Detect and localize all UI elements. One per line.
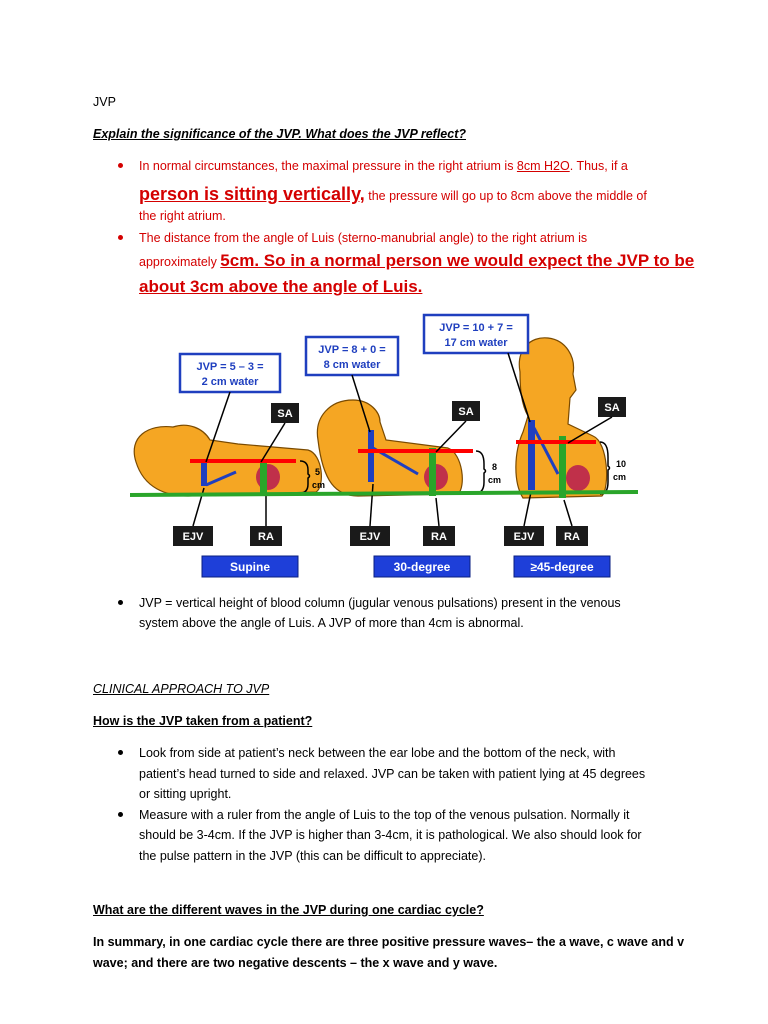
question-how-taken: How is the JVP taken from a patient? xyxy=(93,714,313,728)
bullet-2-line-2 xyxy=(139,249,699,274)
bullet-marker xyxy=(118,235,123,240)
bullet-1-line-3: the right atrium. xyxy=(139,209,226,223)
ra-height-bar xyxy=(260,460,267,495)
clinical-approach-heading: CLINICAL APPROACH TO JVP xyxy=(93,682,270,696)
jvp-result: 17 cm water xyxy=(444,337,508,349)
callout-arrow xyxy=(436,498,439,526)
jvp-position-figure xyxy=(118,312,646,584)
height-value: 10 xyxy=(616,459,627,469)
panel-30-degree xyxy=(306,337,501,577)
bullet-marker xyxy=(118,600,123,605)
emphasis-5cm: 5cm. So in a normal person we would expect the JVP to be xyxy=(220,251,695,270)
position-label: 30-degree xyxy=(393,560,451,574)
sa-label: SA xyxy=(604,402,620,414)
bullet-3-line-2: system above the angle of Luis. A JVP of more than 4cm is abnormal. xyxy=(139,616,524,630)
summary-line-1: In summary, in one cardiac cycle there are three positive pressure waves– the a wave, c wave and v xyxy=(93,935,685,949)
jvp-formula: JVP = 5 – 3 = xyxy=(196,361,264,373)
bullet-marker xyxy=(118,750,123,755)
question-waves: What are the different waves in the JVP during one cardiac cycle? xyxy=(93,903,484,917)
callout-arrow xyxy=(436,421,466,452)
bullet-1-line-1 xyxy=(139,156,679,176)
emphasis-sitting-vertically: person is sitting vertically, xyxy=(139,184,365,204)
bullet-3-line-1: JVP = vertical height of blood column (jugular venous pulsations) present in the venous xyxy=(139,596,621,610)
bullet-4-line-2: patient’s head turned to side and relaxed. JVP can be taken with patient lying at 45 degrees xyxy=(139,767,646,781)
bullet-4-line-1: Look from side at patient’s neck between the ear lobe and the bottom of the neck, with xyxy=(139,746,616,760)
ra-height-bar xyxy=(559,436,566,498)
heart-shape xyxy=(566,465,590,491)
position-label: Supine xyxy=(229,560,271,574)
height-value: 8 xyxy=(492,462,498,472)
text-run: the pressure will go up to 8cm above the middle of xyxy=(364,189,647,203)
height-unit: cm xyxy=(613,472,627,482)
bullet-1-line-2 xyxy=(139,181,689,209)
sa-label: SA xyxy=(458,406,474,418)
bullet-2-line-1: The distance from the angle of Luis (sterno-manubrial angle) to the right atrium is xyxy=(139,231,588,245)
position-label: ≥45-degree xyxy=(530,560,594,574)
heading-jvp: JVP xyxy=(93,95,116,109)
bullet-5-line-2: should be 3-4cm. If the JVP is higher than 3-4cm, it is pathological. We also should look for xyxy=(139,828,642,842)
summary-line-2: wave; and there are two negative descents – the x wave and y wave. xyxy=(93,956,498,970)
text-run: In normal circumstances, the maximal pressure in the right atrium is xyxy=(139,159,517,173)
jvp-result: 8 cm water xyxy=(323,359,381,371)
bullet-4-line-3: or sitting upright. xyxy=(139,787,232,801)
bullet-5-line-3: the pulse pattern in the JVP (this can be difficult to appreciate). xyxy=(139,849,486,863)
ejv-label: EJV xyxy=(359,531,381,543)
height-unit: cm xyxy=(488,475,502,485)
ejv-label: EJV xyxy=(182,531,204,543)
jugular-vein-bar xyxy=(201,460,207,486)
jvp-formula: JVP = 10 + 7 = xyxy=(439,322,513,334)
bullet-2-line-3: about 3cm above the angle of Luis. xyxy=(139,277,423,296)
ra-label: RA xyxy=(431,531,447,543)
panel-supine xyxy=(134,354,325,577)
pressure-value: 8cm H2O xyxy=(516,159,570,173)
ra-label: RA xyxy=(258,531,274,543)
bullet-5-line-1: Measure with a ruler from the angle of Luis to the top of the venous pulsation. Normally it xyxy=(139,808,630,822)
height-bracket xyxy=(476,451,486,493)
ra-height-bar xyxy=(429,448,436,496)
question-significance: Explain the significance of the JVP. What does the JVP reflect? xyxy=(93,127,467,141)
callout-arrow xyxy=(564,500,572,526)
height-value: 5 xyxy=(315,467,321,477)
bullet-marker xyxy=(118,163,123,168)
sa-label: SA xyxy=(277,408,293,420)
ra-label: RA xyxy=(564,531,580,543)
jvp-formula: JVP = 8 + 0 = xyxy=(318,344,386,356)
height-unit: cm xyxy=(312,480,326,490)
text-run: . Thus, if a xyxy=(569,159,628,173)
jugular-vein-bar xyxy=(368,430,374,482)
ejv-label: EJV xyxy=(513,531,535,543)
jvp-result: 2 cm water xyxy=(201,376,259,388)
bullet-marker xyxy=(118,812,123,817)
text-run: approximately xyxy=(139,255,221,269)
heart-shape xyxy=(256,464,280,490)
